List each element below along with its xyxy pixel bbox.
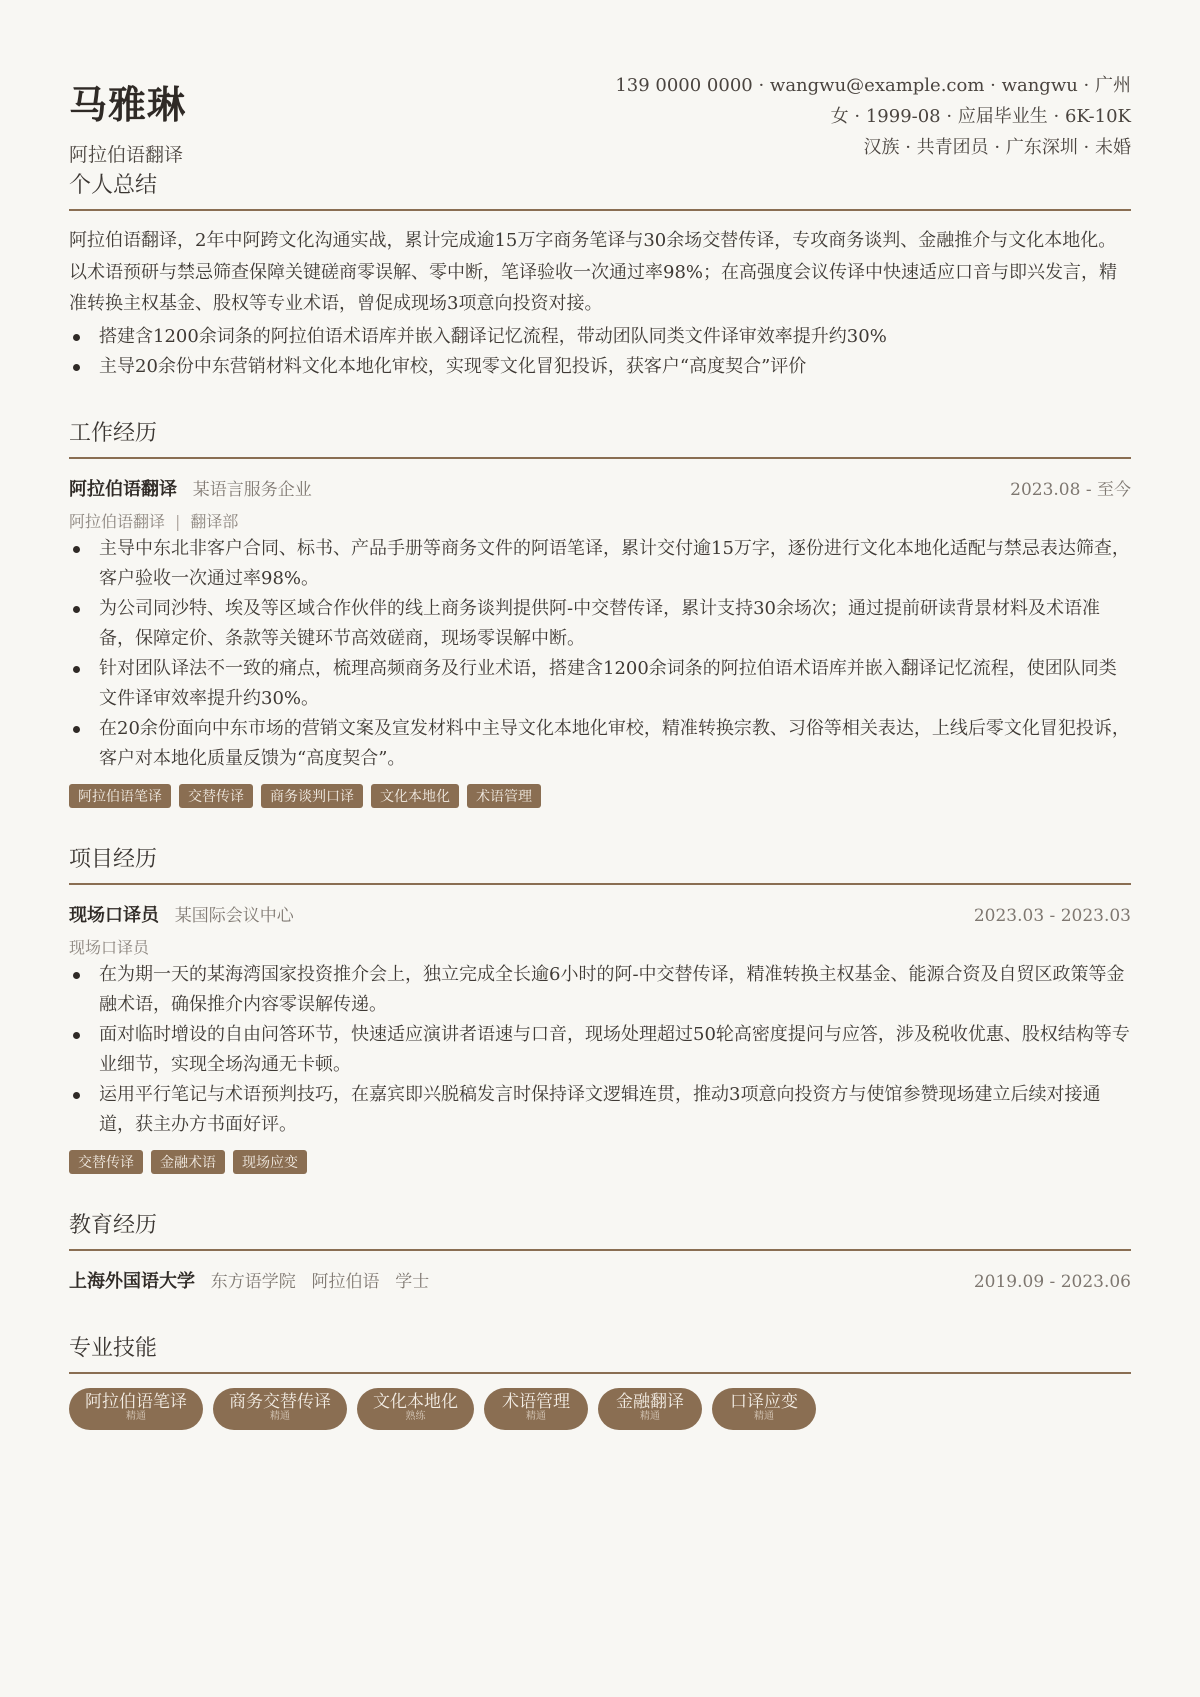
tag-list [69,1150,1131,1174]
education-section [69,1208,1131,1293]
entry-date: 2023.08 - 至今 [1010,479,1131,500]
skill-list [69,1388,1131,1430]
skill-pill [213,1388,347,1430]
skill-level: 精通 [270,1410,290,1422]
skill-pill [357,1388,474,1430]
list-item: 搭建含1200余词条的阿拉伯语术语库并嵌入翻译记忆流程，带动团队同类文件译审效率提升约30% [69,322,1131,352]
candidate-name: 马雅琳 [69,82,187,127]
tag: 交替传译 [179,784,253,808]
skill-level: 精通 [126,1410,146,1422]
contact-line: 汉族 · 共青团员 · 广东深圳 · 未婚 [863,137,1131,158]
entry-role: 现场口译员 [69,904,159,926]
tag: 金融术语 [151,1150,225,1174]
skill-name: 金融翻译 [616,1391,684,1412]
entry-role: 阿拉伯语翻译 [69,478,177,500]
entry-subline [69,509,1131,532]
tag: 术语管理 [467,784,541,808]
section-title: 工作经历 [69,416,1131,459]
skill-pill [69,1388,203,1430]
entry-bullets [69,534,1131,774]
section-title: 教育经历 [69,1208,1131,1251]
section-title: 专业技能 [69,1331,1131,1374]
skill-level: 精通 [640,1410,660,1422]
skill-level: 精通 [526,1410,546,1422]
skill-pill [598,1388,702,1430]
entry-dept: 翻译部 [190,511,239,531]
entry-header [69,901,1131,927]
degree-name: 学士 [395,1271,430,1292]
skill-level: 熟练 [405,1410,426,1422]
entry-subline [69,935,1131,958]
college-name: 东方语学院 [210,1271,296,1292]
separator: | [175,511,181,531]
entry-bullets [69,960,1131,1140]
skill-name: 口译应变 [730,1391,798,1412]
list-item: 在20余份面向中东市场的营销文案及宣发材料中主导文化本地化审校，精准转换宗教、习俗等相关表达，上线后零文化冒犯投诉，客户对本地化质量反馈为“高度契合”。 [69,714,1131,774]
skill-pill [712,1388,816,1430]
resume-header [69,0,1131,168]
skill-name: 术语管理 [502,1391,570,1412]
section-title: 项目经历 [69,842,1131,885]
entry-header [69,475,1131,501]
list-item: 主导20余份中东营销材料文化本地化审校，实现零文化冒犯投诉，获客户“高度契合”评价 [69,352,1131,382]
list-item: 面对临时增设的自由问答环节，快速适应演讲者语速与口音，现场处理超过50轮高密度提问与应答，涉及税收优惠、股权结构等专业细节，实现全场沟通无卡顿。 [69,1020,1131,1080]
contact-line: 女 · 1999-08 · 应届毕业生 · 6K-10K [830,106,1131,127]
skill-pill [484,1388,588,1430]
summary-section [69,168,1131,382]
skills-section [69,1331,1131,1430]
job-title: 阿拉伯语翻译 [69,144,184,166]
tag: 阿拉伯语笔译 [69,784,171,808]
tag: 现场应变 [233,1150,307,1174]
contact-line: 139 0000 0000 · wangwu@example.com · wangwu · 广州 [615,75,1131,96]
list-item: 针对团队译法不一致的痛点，梳理高频商务及行业术语，搭建含1200余词条的阿拉伯语术语库并嵌入翻译记忆流程，使团队同类文件译审效率提升约30%。 [69,654,1131,714]
major-name: 阿拉伯语 [311,1271,380,1292]
work-section [69,416,1131,808]
summary-bullets [69,322,1131,382]
tag: 商务谈判口译 [261,784,363,808]
tag-list [69,784,1131,808]
list-item: 为公司同沙特、埃及等区域合作伙伴的线上商务谈判提供阿-中交替传译，累计支持30余场次；通过提前研读背景材料及术语准备，保障定价、条款等关键环节高效磋商，现场零误解中断。 [69,594,1131,654]
summary-text: 阿拉伯语翻译，2年中阿跨文化沟通实战，累计完成逾15万字商务笔译与30余场交替传译，专攻商务谈判、金融推介与文化本地化。以术语预研与禁忌筛查保障关键磋商零误解、零中断，笔译验收一次通过率98%；在高强度会议传译中快速适应口音与即兴发言，精准转换主权基金、股权等专业术语，曾促成现场3项意向投资对接。 [69,230,1118,314]
entry-header [69,1267,1131,1293]
list-item: 主导中东北非客户合同、标书、产品手册等商务文件的阿语笔译，累计交付逾15万字，逐份进行文化本地化适配与禁忌表达筛查，客户验收一次通过率98%。 [69,534,1131,594]
project-section [69,842,1131,1174]
section-title: 个人总结 [69,168,1131,211]
entry-date: 2023.03 - 2023.03 [973,905,1131,926]
school-name: 上海外国语大学 [69,1270,195,1292]
list-item: 在为期一天的某海湾国家投资推介会上，独立完成全长逾6小时的阿-中交替传译，精准转换主权基金、能源合资及自贸区政策等金融术语，确保推介内容零误解传递。 [69,960,1131,1020]
entry-sub-role: 阿拉伯语翻译 [69,511,166,531]
list-item: 运用平行笔记与术语预判技巧，在嘉宾即兴脱稿发言时保持译文逻辑连贯，推动3项意向投资方与使馆参赞现场建立后续对接通道，获主办方书面好评。 [69,1080,1131,1140]
entry-org: 某语言服务企业 [192,479,312,500]
skill-name: 阿拉伯语笔译 [85,1391,187,1412]
tag: 交替传译 [69,1150,143,1174]
entry-sub-role: 现场口译员 [69,937,150,957]
skill-name: 文化本地化 [373,1391,458,1412]
skill-level: 精通 [754,1410,774,1422]
skill-name: 商务交替传译 [229,1391,331,1412]
tag: 文化本地化 [371,784,459,808]
entry-org: 某国际会议中心 [174,905,294,926]
contact-info [615,70,1131,163]
entry-date: 2019.09 - 2023.06 [973,1271,1131,1292]
